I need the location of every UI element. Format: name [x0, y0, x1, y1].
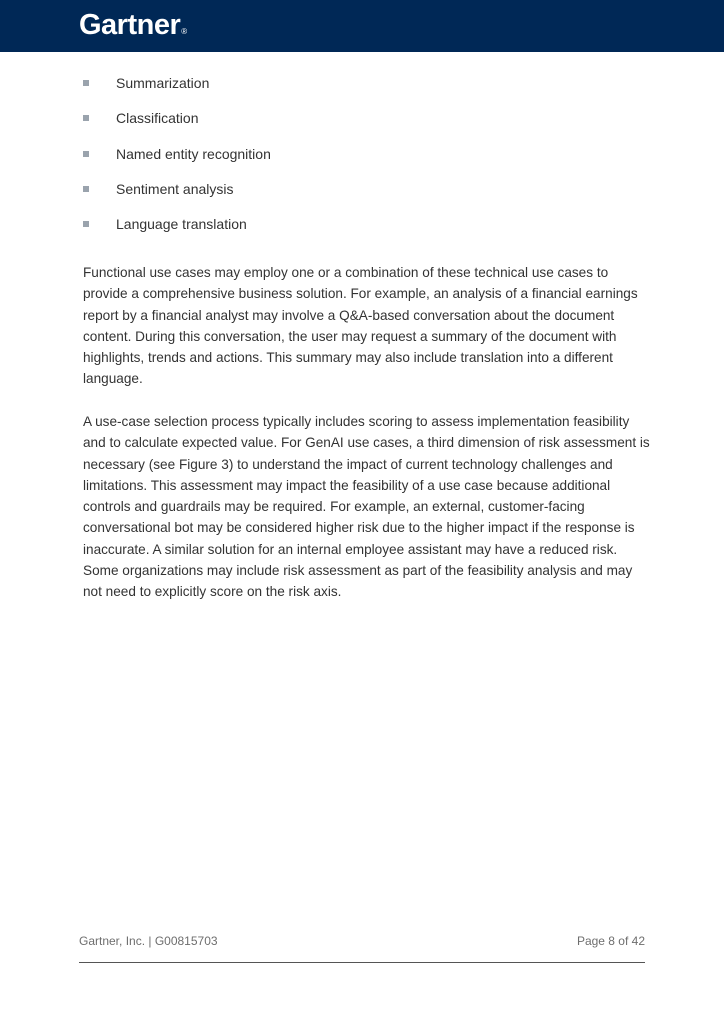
list-item-text: Classification — [116, 110, 199, 127]
registered-mark: ® — [181, 27, 187, 36]
list-item-text: Named entity recognition — [116, 145, 271, 162]
square-bullet-icon — [83, 80, 89, 86]
square-bullet-icon — [83, 115, 89, 121]
body-paragraph-use-case-selection: A use-case selection process typically includes scoring to assess implementation feasibility and to calculate expected value. For GenAI use cases, a third dimension of risk assessment is necessary (see Figure 3) to understand the impact of current technology challenges and limitations. This assessment may impact the feasibility of a use case because additional controls and guardrails may be required. For example, an external, customer-facing conversational bot may be considered higher risk due to the higher impact if the response is inaccurate. A similar solution for an internal employee assistant may have a reduced risk. Some organizations may include risk assessment as part of the feasibility analysis and may not need to explicitly score on the risk axis. — [83, 414, 650, 600]
list-item-text: Language translation — [116, 216, 247, 233]
square-bullet-icon — [83, 221, 89, 227]
body-paragraph-functional-use-cases: Functional use cases may employ one or a combination of these technical use cases to provide a comprehensive business solution. For example, an analysis of a financial earnings report by a financial analyst may involve a Q&A-based conversation about the document content. During this conversation, the user may request a summary of the document with highlights, trends and actions. This summary may also include translation into a different language. — [83, 265, 638, 387]
footer-divider — [79, 962, 645, 963]
list-item-text: Summarization — [116, 75, 210, 91]
page-header — [0, 0, 724, 52]
footer-document-id: Gartner, Inc. | G00815703 — [79, 934, 218, 948]
gartner-logo — [79, 6, 187, 51]
footer-page-number: Page 8 of 42 — [576, 934, 645, 948]
square-bullet-icon — [83, 186, 89, 192]
list-item-text: Sentiment analysis — [116, 180, 234, 197]
square-bullet-icon — [83, 151, 89, 157]
logo-text: Gartner — [79, 9, 181, 41]
